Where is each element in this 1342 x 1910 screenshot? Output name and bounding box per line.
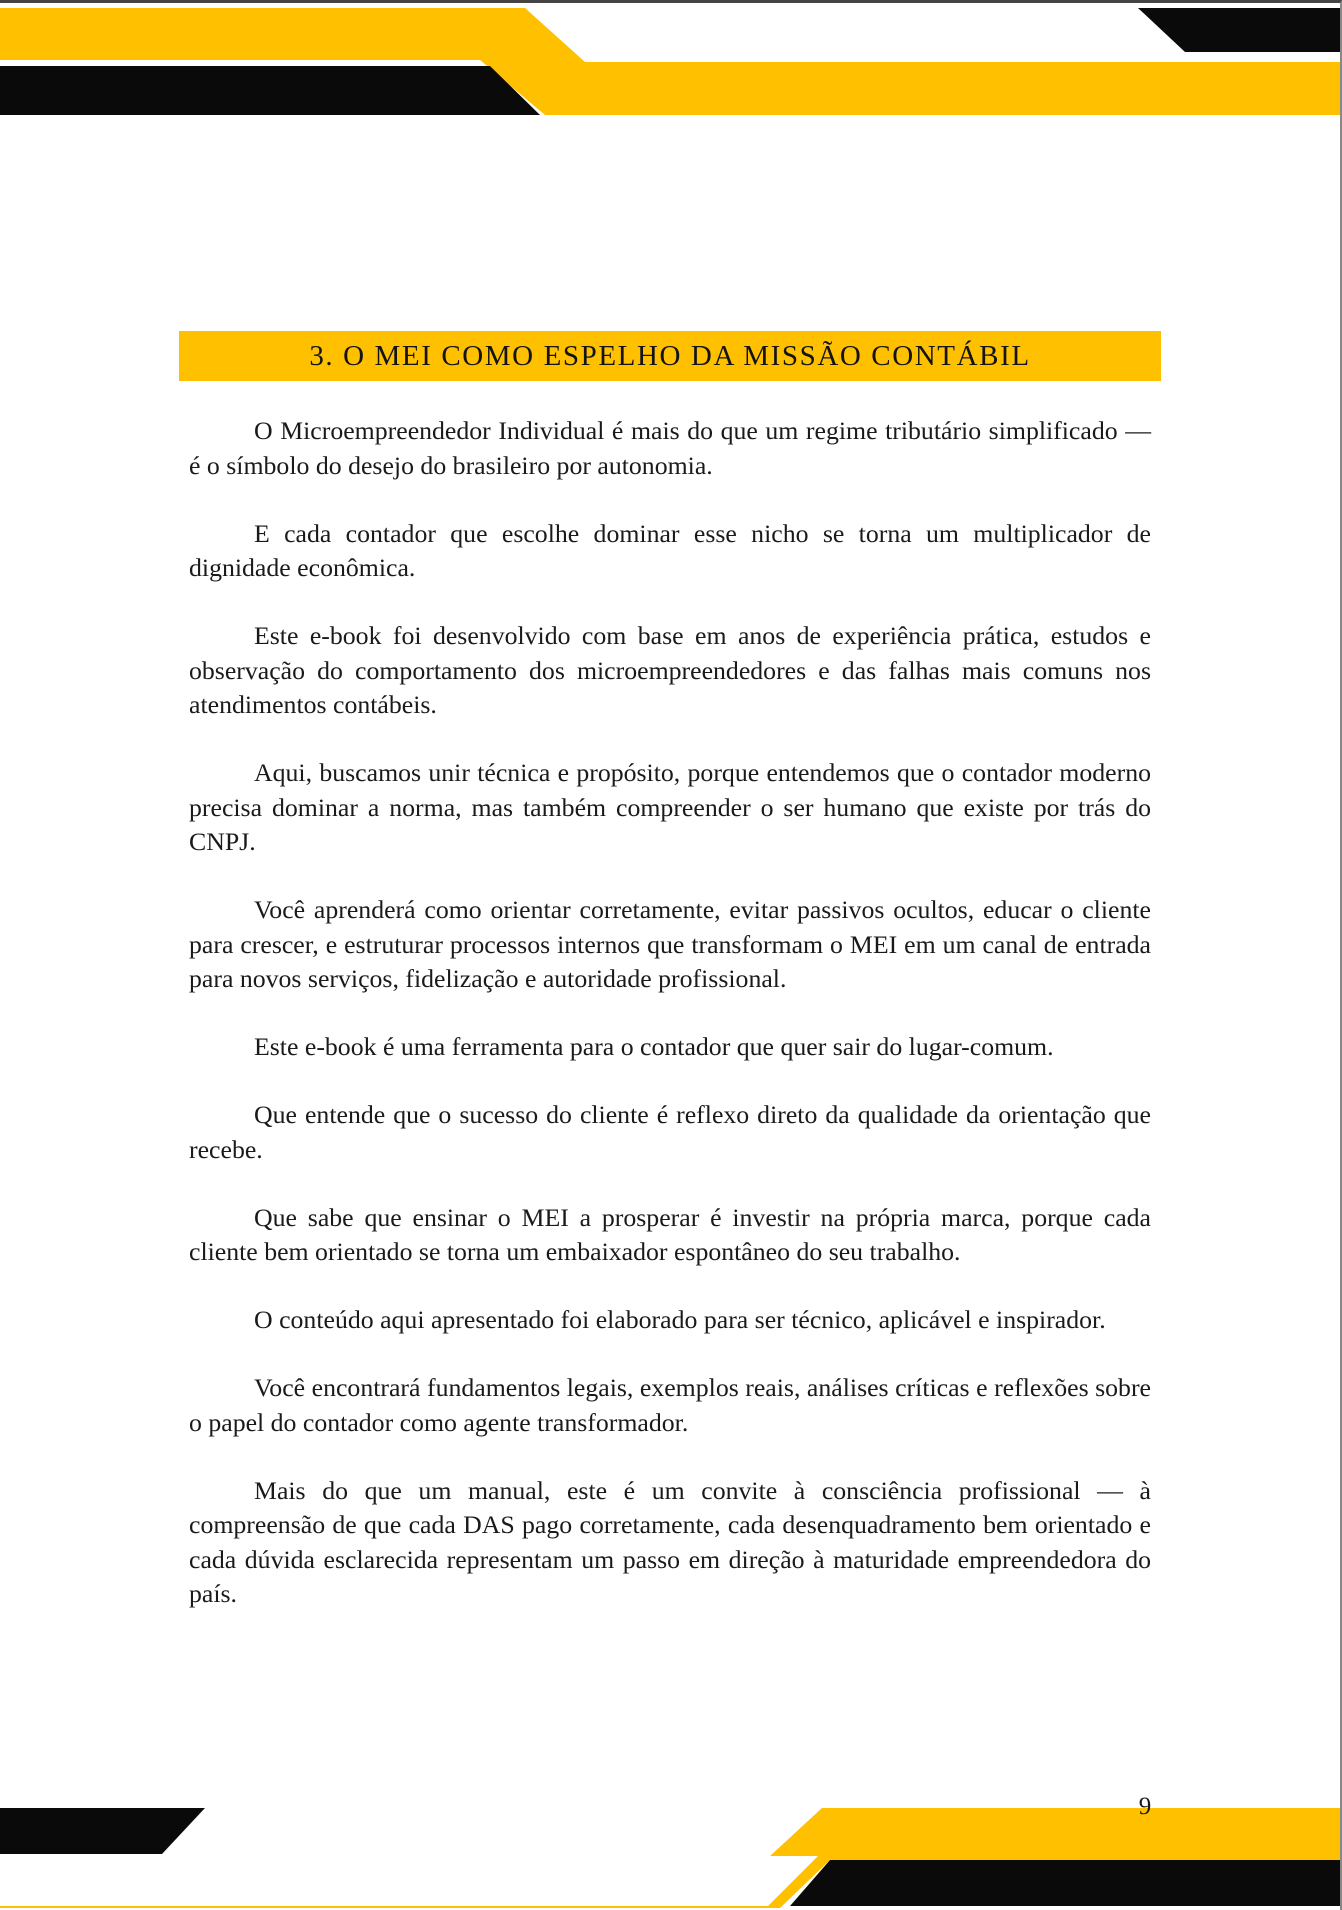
paragraph-6: Este e-book é uma ferramenta para o contador que quer sair do lugar-comum. [254, 1032, 1054, 1061]
paragraph-3: Este e-book foi desenvolvido com base em anos de experiência prática, estudos e observação do comportamento dos microempreendedores e das falhas mais comuns nos atendimentos contábeis. [189, 621, 1151, 719]
paragraph-7: Que entende que o sucesso do cliente é reflexo direto da qualidade da orientação que recebe. [189, 1100, 1151, 1164]
paragraph-9: O conteúdo aqui apresentado foi elaborado para ser técnico, aplicável e inspirador. [254, 1305, 1106, 1334]
section-heading: 3. O MEI COMO ESPELHO DA MISSÃO CONTÁBIL [309, 339, 1031, 372]
footer-black-band-right [790, 1860, 1342, 1906]
paragraph-1: O Microempreendedor Individual é mais do que um regime tributário simplificado — é o símbolo do desejo do brasileiro por autonomia. [189, 416, 1151, 480]
body-text [189, 414, 1151, 1645]
header-decoration [0, 0, 1342, 120]
paragraph-4: Aqui, buscamos unir técnica e propósito, porque entendemos que o contador moderno precisa dominar a norma, mas também compreender o ser humano que existe por trás do CNPJ. [189, 758, 1151, 856]
header-black-band-left [0, 66, 540, 115]
page-number: 9 [1138, 1793, 1152, 1820]
paragraph-10: Você encontrará fundamentos legais, exemplos reais, análises críticas e reflexões sobre o papel do contador como agente transformador. [189, 1373, 1151, 1437]
paragraph-5: Você aprenderá como orientar corretamente, evitar passivos ocultos, educar o cliente para crescer, e estruturar processos internos que transformam o MEI em um canal de entrada para novos serviços, fidelização e autoridade profissional. [189, 895, 1151, 993]
section-heading-bar [179, 331, 1161, 381]
paragraph-11: Mais do que um manual, este é um convite à consciência profissional — à compreensão de que cada DAS pago corretamente, cada desenquadramento bem orientado e cada dúvida esclarecida representam um passo em direção à maturidade empreendedora do país. [189, 1475, 1151, 1608]
paragraph-2: E cada contador que escolhe dominar esse nicho se torna um multiplicador de dignidade econômica. [189, 518, 1151, 582]
paragraph-8: Que sabe que ensinar o MEI a prosperar é investir na própria marca, porque cada cliente bem orientado se torna um embaixador espontâneo do seu trabalho. [189, 1202, 1151, 1266]
footer-black-band-left [0, 1808, 205, 1854]
header-black-band-right [1138, 8, 1342, 52]
footer-yellow-band-right [770, 1808, 1342, 1856]
